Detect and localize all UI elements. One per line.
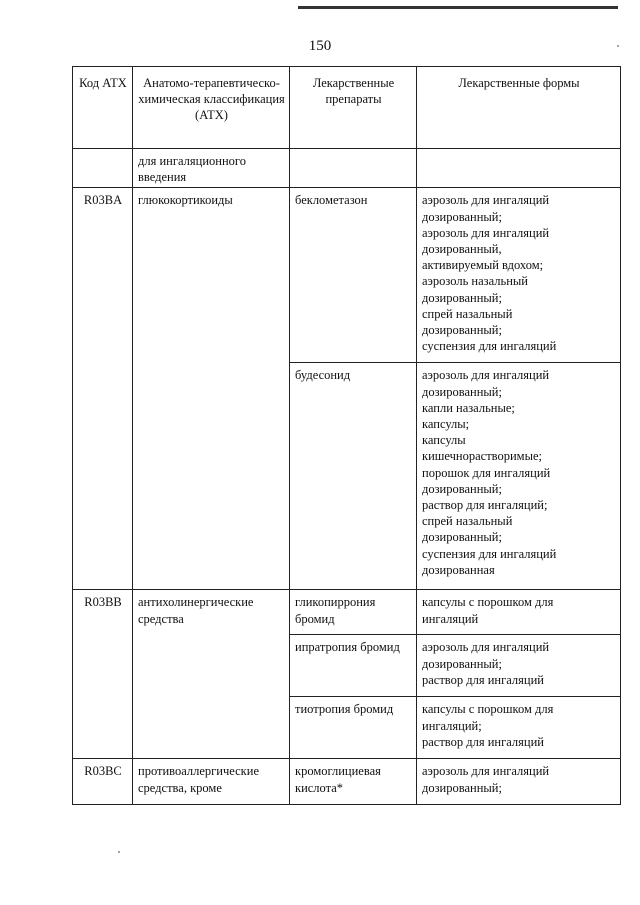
row-classification-cell: противоаллергические средства, кроме bbox=[133, 759, 290, 805]
row-code-cell: R03BA bbox=[73, 188, 133, 590]
form-line: ингаляций bbox=[422, 611, 479, 626]
form-line: дозированный; bbox=[422, 384, 502, 399]
row-code-cell: R03BB bbox=[73, 590, 133, 759]
row-drug-cell: будесонид bbox=[290, 363, 417, 590]
header-drugs: Лекарственные препараты bbox=[290, 67, 417, 149]
form-line: дозированный; bbox=[422, 530, 502, 545]
row-drug-cell: тиотропия бромид bbox=[290, 697, 417, 759]
row-code-cell bbox=[73, 149, 133, 188]
form-line: суспензия для ингаляций bbox=[422, 339, 557, 354]
row-drug-cell: кромоглициевая кислота* bbox=[290, 759, 417, 805]
form-line: дозированный; bbox=[422, 209, 502, 224]
row-drug-cell: беклометазон bbox=[290, 188, 417, 363]
form-line: дозированный; bbox=[422, 656, 502, 671]
form-line: капсулы с порошком для bbox=[422, 595, 554, 610]
row-drug-cell bbox=[290, 149, 417, 188]
form-line: аэрозоль для ингаляций bbox=[422, 640, 550, 655]
page-number: 150 bbox=[308, 38, 332, 54]
form-line: дозированная bbox=[422, 562, 495, 577]
atc-table bbox=[72, 66, 621, 805]
form-line: раствор для ингаляций bbox=[422, 734, 544, 749]
form-line: аэрозоль назальный bbox=[422, 274, 528, 289]
table-row bbox=[73, 188, 621, 363]
header-classification: Анатомо-терапевтическо-химическая классификация (АТХ) bbox=[133, 67, 290, 149]
form-line: ингаляций; bbox=[422, 718, 482, 733]
form-line: дозированный; bbox=[422, 323, 502, 338]
row-forms-cell bbox=[417, 759, 621, 805]
form-line: капсулы bbox=[422, 433, 466, 448]
form-line: капли назальные; bbox=[422, 400, 515, 415]
form-line: дозированный, bbox=[422, 242, 502, 257]
row-forms-cell bbox=[417, 635, 621, 697]
form-line: аэрозоль для ингаляций bbox=[422, 368, 550, 383]
table-header-row bbox=[73, 67, 621, 149]
scan-speck bbox=[118, 851, 120, 853]
form-line: дозированный; bbox=[422, 290, 502, 305]
table-row bbox=[73, 759, 621, 805]
row-forms-cell bbox=[417, 188, 621, 363]
header-code: Код АТХ bbox=[73, 67, 133, 149]
form-line: порошок для ингаляций bbox=[422, 465, 551, 480]
form-line: капсулы с порошком для bbox=[422, 702, 554, 717]
row-forms-cell bbox=[417, 590, 621, 635]
table-row bbox=[73, 149, 621, 188]
form-line: дозированный; bbox=[422, 780, 502, 795]
row-forms-cell bbox=[417, 149, 621, 188]
form-line: дозированный; bbox=[422, 481, 502, 496]
form-line: активируемый вдохом; bbox=[422, 258, 544, 273]
row-drug-cell: ипратропия бромид bbox=[290, 635, 417, 697]
form-line: раствор для ингаляций; bbox=[422, 498, 548, 513]
form-line: аэрозоль для ингаляций bbox=[422, 764, 550, 779]
form-line: капсулы; bbox=[422, 417, 470, 432]
form-line: раствор для ингаляций bbox=[422, 672, 544, 687]
form-line: аэрозоль для ингаляций bbox=[422, 193, 550, 208]
form-line: спрей назальный bbox=[422, 306, 513, 321]
row-forms-cell bbox=[417, 363, 621, 590]
row-classification-cell: антихолинергические средства bbox=[133, 590, 290, 759]
form-line: аэрозоль для ингаляций bbox=[422, 225, 550, 240]
table-row bbox=[73, 590, 621, 635]
form-line: кишечнорастворимые; bbox=[422, 449, 542, 464]
row-classification-cell: для ингаляционного введения bbox=[133, 149, 290, 188]
row-drug-cell: гликопиррония бромид bbox=[290, 590, 417, 635]
row-code-cell: R03BC bbox=[73, 759, 133, 805]
header-forms: Лекарственные формы bbox=[417, 67, 621, 149]
row-classification-cell: глюкокортикоиды bbox=[133, 188, 290, 590]
scan-speck bbox=[617, 45, 619, 47]
form-line: суспензия для ингаляций bbox=[422, 546, 557, 561]
form-line: спрей назальный bbox=[422, 514, 513, 529]
row-forms-cell bbox=[417, 697, 621, 759]
top-rule bbox=[298, 6, 618, 9]
